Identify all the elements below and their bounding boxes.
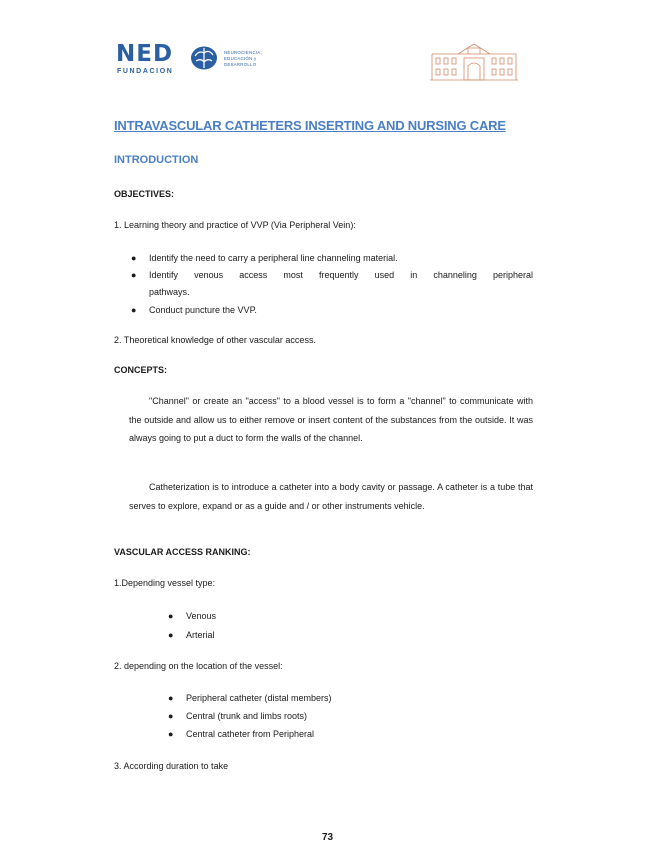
ranking-item-1: 1.Depending vessel type: [114,578,216,588]
concepts-heading: CONCEPTS: [114,365,168,375]
list-item-text: pathways. [149,287,190,297]
bullet-icon: ● [168,711,174,721]
concepts-paragraph-2: Catheterization is to introduce a catheter into a body cavity or passage. A catheter is a tube that serves to explore, expand or as a guide and / or other instruments vehicle. [129,482,533,511]
ranking-item-3: 3. According duration to take [114,761,229,771]
list-item-text: Arterial [186,630,215,640]
bullet-icon: ● [131,305,137,315]
list-item-text: Central catheter from Peripheral [186,729,315,739]
bullet-icon: ● [168,611,174,621]
list-item-text: Peripheral catheter (distal members) [186,693,332,703]
ranking-heading: VASCULAR ACCESS RANKING: [114,547,251,557]
page-number: 73 [321,832,334,843]
bullet-icon: ● [168,693,174,703]
objective-item-2: 2. Theoretical knowledge of other vascular access. [114,335,316,345]
bullet-icon: ● [168,729,174,739]
ranking-item-2: 2. depending on the location of the vessel: [114,661,283,671]
ned-logo-text: NED [116,41,174,67]
bullet-icon: ● [168,630,174,640]
list-item-text: Venous [186,611,217,621]
list-item-text: Identify the need to carry a peripheral line channeling material. [149,253,398,263]
concepts-paragraph-1: "Channel" or create an "access" to a blood vessel is to form a "channel" to communicate with the outside and allow us to either remove or insert content of the substances from the outside. It was always going to put a duct to form the walls of the channel. [129,396,533,443]
bullet-icon: ● [131,253,137,263]
building-icon [428,40,520,82]
ned-logo-subtext: FUNDACION [117,68,174,75]
ned-logo-tagline: NEUROCIENCIA, EDUCACIÓN y DESARROLLO [224,50,263,67]
objective-item-1: 1. Learning theory and practice of VVP (Via Peripheral Vein): [114,220,356,230]
list-item-text: Identify venous access most frequently used in channeling peripheral [149,270,533,280]
document-title: INTRAVASCULAR CATHETERS INSERTING AND NURSING CARE [114,118,506,133]
bullet-icon: ● [131,270,137,280]
list-item-text: Conduct puncture the VVP. [149,305,257,315]
brain-icon [189,44,219,72]
objectives-heading: OBJECTIVES: [114,189,175,199]
introduction-heading: INTRODUCTION [114,154,199,166]
list-item-text: Central (trunk and limbs roots) [186,711,308,721]
ned-fundacion-logo [116,42,266,78]
